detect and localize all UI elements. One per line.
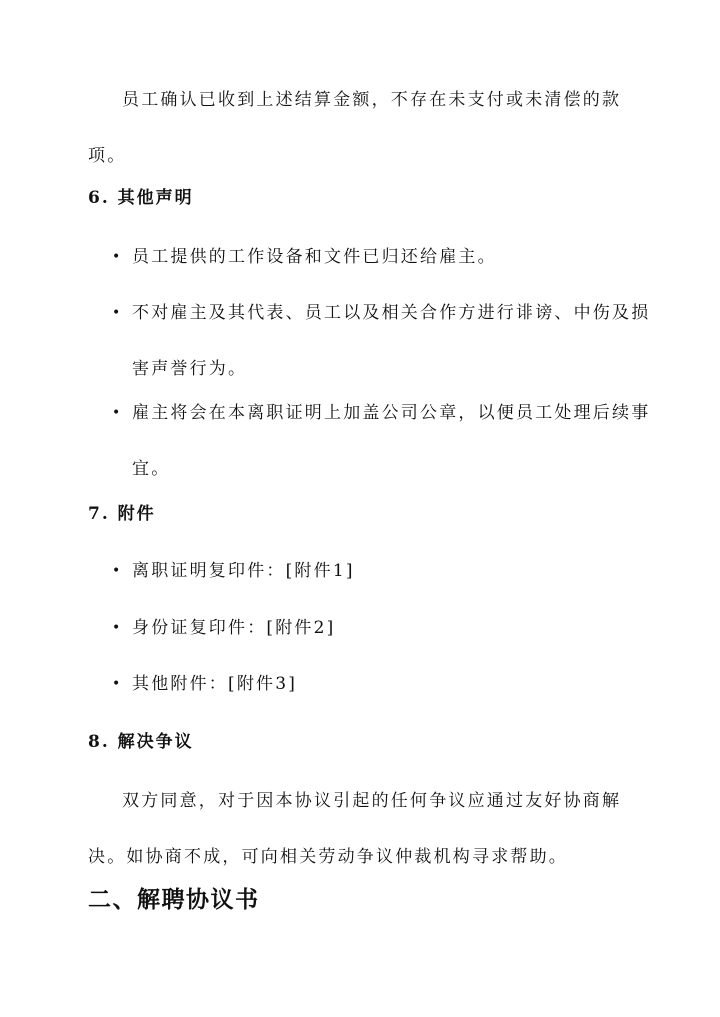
list-item — [108, 385, 652, 497]
bullet-icon: • — [112, 563, 123, 579]
list-item-text: 离职证明复印件：[附件1] — [132, 561, 355, 581]
list-item-text: 员工提供的工作设备和文件已归还给雇主。 — [132, 247, 497, 267]
list-item — [108, 600, 652, 656]
list-item-text: 身份证复印件：[附件2] — [132, 618, 336, 638]
bullet-icon: • — [112, 249, 123, 265]
list-item-text: 雇主将会在本离职证明上加盖公司公章，以便员工处理后续事宜。 — [132, 403, 651, 479]
next-section-title: 二、解聘协议书 — [88, 886, 260, 913]
list-item-text: 不对雇主及其代表、员工以及相关合作方进行诽谤、中伤及损害声誉行为。 — [132, 303, 651, 379]
list-item-text: 其他附件：[附件3] — [132, 674, 298, 694]
bullet-icon: • — [112, 620, 123, 636]
bullet-icon: • — [112, 676, 123, 692]
bullet-icon: • — [112, 405, 123, 421]
list-item — [108, 656, 652, 712]
list-item — [108, 229, 652, 285]
list-item — [108, 543, 652, 599]
section-6-heading: 6. 其他声明 — [88, 188, 194, 208]
section-8-heading: 8. 解决争议 — [88, 732, 194, 752]
list-item — [108, 285, 652, 397]
dispute-resolution-paragraph: 双方同意，对于因本协议引起的任何争议应通过友好协商解决。如协商不成，可向相关劳动争议仲裁机构寻求帮助。 — [88, 791, 622, 867]
settlement-confirmation-paragraph: 员工确认已收到上述结算金额，不存在未支付或未清偿的款项。 — [88, 90, 622, 166]
bullet-icon: • — [112, 305, 123, 321]
section-7-heading: 7. 附件 — [88, 504, 156, 524]
